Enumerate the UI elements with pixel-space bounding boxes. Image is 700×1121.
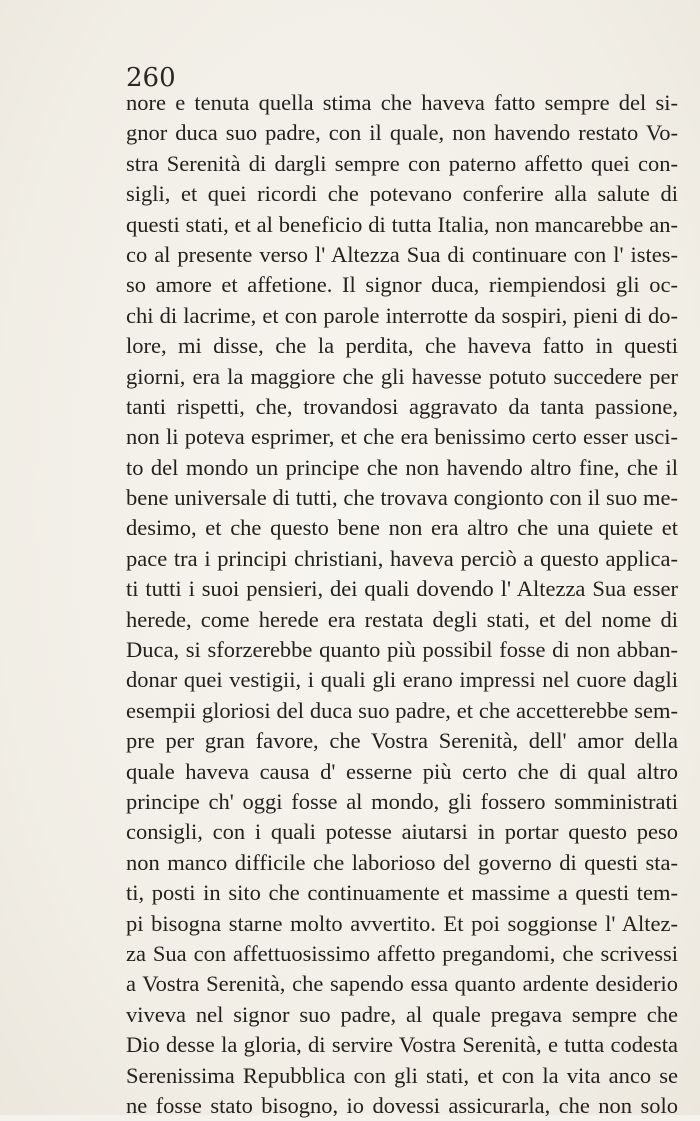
text-line: so amore et affetione. Il signor duca, riempiendosi gli oc- bbox=[126, 272, 678, 298]
text-line: non manco difficile che laborioso del governo di questi sta- bbox=[126, 849, 678, 875]
text-line: Serenissima Repubblica con gli stati, et con la vita anco se bbox=[126, 1062, 678, 1088]
text-line: principe ch' oggi fosse al mondo, gli fossero somministrati bbox=[126, 788, 678, 814]
text-line: za Sua con affettuosissimo affetto pregandomi, che scrivessi bbox=[126, 940, 678, 966]
text-line: pace tra i principi christiani, haveva perciò a questo applica- bbox=[126, 545, 678, 571]
text-line: co al presente verso l' Altezza Sua di continuare con l' istes- bbox=[126, 241, 678, 267]
text-line: gnor duca suo padre, con il quale, non havendo restato Vo- bbox=[126, 120, 678, 146]
text-line: sigli, et quei ricordi che potevano conferire alla salute di bbox=[126, 181, 678, 207]
text-line: ti tutti i suoi pensieri, dei quali dovendo l' Altezza Sua esser bbox=[126, 576, 678, 602]
text-line: esempii gloriosi del duca suo padre, et che accetterebbe sem- bbox=[126, 697, 678, 723]
text-line: giorni, era la maggiore che gli havesse potuto succedere per bbox=[126, 363, 678, 389]
text-line: lore, mi disse, che la perdita, che haveva fatto in questi bbox=[126, 333, 678, 359]
text-line: herede, come herede era restata degli stati, et del nome di bbox=[126, 606, 678, 632]
text-line: tanti rispetti, che, trovandosi aggravato da tanta passione, bbox=[126, 393, 678, 419]
text-line: non li poteva esprimer, et che era benissimo certo esser usci- bbox=[126, 424, 678, 450]
text-line: bene universale di tutti, che trovava congionto con il suo me- bbox=[126, 485, 678, 511]
text-line: Dio desse la gloria, di servire Vostra Serenità, e tutta codesta bbox=[126, 1032, 678, 1058]
text-line: stra Serenità di dargli sempre con paterno affetto quei con- bbox=[126, 150, 678, 176]
text-line: questi stati, et al beneficio di tutta Italia, non mancarebbe an- bbox=[126, 211, 678, 237]
text-line: quale haveva causa d' esserne più certo che di qual altro bbox=[126, 758, 678, 784]
text-line: a Vostra Serenità, che sapendo essa quanto ardente desiderio bbox=[126, 971, 678, 997]
text-line: pi bisogna starne molto avvertito. Et poi soggionse l' Altez- bbox=[126, 910, 678, 936]
body-text bbox=[126, 88, 678, 1121]
text-line: nore e tenuta quella stima che haveva fatto sempre del si- bbox=[126, 90, 678, 115]
text-line: viveva nel signor suo padre, al quale pregava sempre che bbox=[126, 1001, 678, 1027]
text-line: consigli, con i quali potesse aiutarsi in portar questo peso bbox=[126, 819, 678, 845]
text-line: chi di lacrime, et con parole interrotte da sospiri, pieni di do- bbox=[126, 302, 678, 328]
text-line: to del mondo un principe che non havendo altro fine, che il bbox=[126, 454, 678, 480]
text-line: ti, posti in sito che continuamente et massime a questi tem- bbox=[126, 880, 678, 906]
text-line: desimo, et che questo bene non era altro che una quiete et bbox=[126, 515, 678, 541]
page-number: 260 bbox=[126, 63, 176, 93]
text-line: Duca, si sforzerebbe quanto più possibil fosse di non abban- bbox=[126, 637, 678, 663]
text-line: ne fosse stato bisogno, io dovessi assicurarla, che non solo bbox=[126, 1092, 678, 1118]
text-line: pre per gran favore, che Vostra Serenità, dell' amor della bbox=[126, 728, 678, 754]
text-line: donar quei vestigii, i quali gli erano impressi nel cuore dagli bbox=[126, 667, 678, 693]
